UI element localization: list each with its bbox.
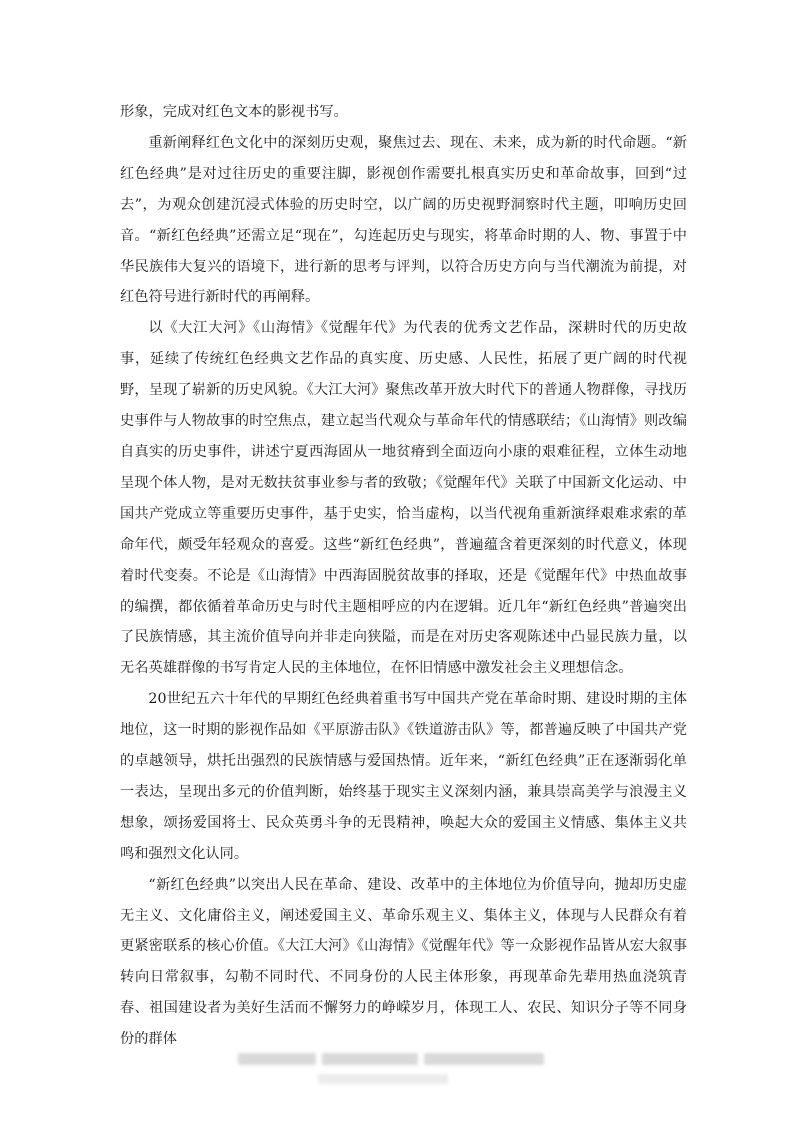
paragraph-3: 以《大江大河》《山海情》《觉醒年代》为代表的优秀文艺作品，深耕时代的历史故事，延续了传统红色经典文艺作品的真实度、历史感、人民性，拓展了更广阔的时代视野，呈现了崭新的历史风貌。《大江大河》聚焦改革开放大时代下的普通人物群像，寻找历史事件与人物故事的时空焦点，建立起当代观众与革命年代的情感联结；《山海情》则改编自真实的历史事件，讲述宁夏西海固从一地贫瘠到全面迈向小康的艰难征程，立体生动地呈现个体人物，是对无数扶贫事业参与者的致敬；《觉醒年代》关联了中国新文化运动、中国共产党成立等重要历史事件，基于史实，恰当虚构，以当代视角重新演绎艰难求索的革命年代，颇受年轻观众的喜爱。这些“新红色经典”，普遍蕴含着更深刻的时代意义，体现着时代变奏。不论是《山海情》中西海固脱贫故事的择取，还是《觉醒年代》中热血故事的编撰，都依循着革命历史与时代主题相呼应的内在逻辑。近几年“新红色经典”普遍突出了民族情感，其主流价值导向并非走向狭隘，而是在对历史客观陈述中凸显民族力量，以无名英雄群像的书写肯定人民的主体地位，在怀旧情感中激发社会主义理想信念。 — [120, 320, 687, 677]
blurred-footer-subline — [318, 1074, 448, 1084]
paragraph-1: 形象，完成对红色文本的影视书写。 — [120, 104, 348, 120]
paragraph-2: 重新阐释红色文化中的深刻历史观，聚焦过去、现在、未来，成为新的时代命题。“新红色经典”是对过往历史的重要注脚，影视创作需要扎根真实历史和革命故事，回到“过去”，为观众创建沉浸式体验的历史时空，以广阔的历史视野洞察时代主题，叩响历史回音。“新红色经典”还需立足“现在”，勾连起历史与现实，将革命时期的人、物、事置于中华民族伟大复兴的语境下，进行新的思考与评判，以符合历史方向与当代潮流为前提，对红色符号进行新时代的再阐释。 — [120, 134, 687, 306]
blurred-footer-watermark — [238, 1050, 556, 1068]
blurred-block — [322, 1053, 418, 1065]
article-body — [120, 97, 687, 1055]
blurred-block — [238, 1053, 316, 1065]
paragraph-4: 20世纪五六十年代的早期红色经典着重书写中国共产党在革命时期、建设时期的主体地位，这一时期的影视作品如《平原游击队》《铁道游击队》等，都普遍反映了中国共产党的卓越领导，烘托出强烈的民族情感与爱国热情。近年来，“新红色经典”正在逐渐弱化单一表达，呈现出多元的价值判断，始终基于现实主义深刻内涵，兼具崇高美学与浪漫主义想象，颂扬爱国将士、民众英勇斗争的无畏精神，唤起大众的爱国主义情感、集体主义共鸣和强烈文化认同。 — [120, 691, 687, 862]
paragraph-5: “新红色经典”以突出人民在革命、建设、改革中的主体地位为价值导向，抛却历史虚无主义、文化庸俗主义，阐述爱国主义、革命乐观主义、集体主义，体现与人民群众有着更紧密联系的核心价值。《大江大河》《山海情》《觉醒年代》等一众影视作品皆从宏大叙事转向日常叙事，勾勒不同时代、不同身份的人民主体形象，再现革命先辈用热血浇筑青春、祖国建设者为美好生活而不懈努力的峥嵘岁月，体现工人、农民、知识分子等不同身份的群体 — [120, 876, 687, 1048]
blurred-block — [424, 1053, 544, 1065]
